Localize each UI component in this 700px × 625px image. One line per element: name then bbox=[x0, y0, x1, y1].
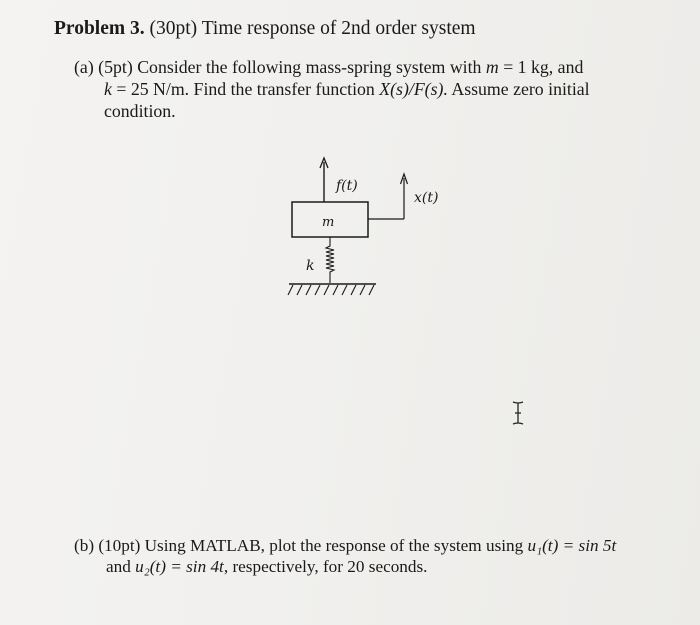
spring-constant-text: = 25 N/m. Find the transfer function bbox=[116, 79, 375, 99]
part-b-line-2 bbox=[74, 556, 664, 577]
force-label: f(t) bbox=[336, 178, 358, 194]
problem-number: Problem 3. bbox=[54, 18, 145, 39]
part-b-line-1 bbox=[74, 535, 664, 556]
displacement-label: x(t) bbox=[414, 190, 439, 206]
part-b-line-2-tail: , respectively, for 20 seconds. bbox=[223, 557, 428, 576]
displacement-arrow-icon bbox=[368, 174, 408, 219]
spring-label: k bbox=[306, 258, 315, 274]
part-a-line-1-lead: (a) (5pt) Consider the following mass-spring system with bbox=[74, 57, 482, 77]
mass-variable: m bbox=[485, 57, 499, 77]
problem-title bbox=[54, 18, 476, 40]
part-b-line-2-lead: and bbox=[106, 557, 131, 576]
mass-equals: = bbox=[503, 57, 514, 77]
part-b-text bbox=[74, 535, 664, 577]
spring-variable: k bbox=[104, 79, 112, 99]
text-cursor-icon bbox=[510, 400, 526, 426]
spring-icon bbox=[326, 237, 334, 283]
force-arrow-icon bbox=[320, 158, 328, 202]
part-a-line-1 bbox=[74, 56, 666, 78]
ground-hatch-icon bbox=[288, 284, 376, 295]
mass-value: 1 kg, and bbox=[517, 57, 584, 77]
part-a-line-2 bbox=[74, 78, 666, 100]
part-a-text bbox=[74, 56, 666, 122]
part-b-line-1-lead: (b) (10pt) Using MATLAB, plot the response of the system using bbox=[74, 536, 524, 555]
mass-label: m bbox=[322, 215, 335, 230]
problem-title-text: (30pt) Time response of 2nd order system bbox=[149, 18, 476, 39]
transfer-function: X(s)/F(s). bbox=[379, 79, 448, 99]
part-a-line-3: condition. bbox=[104, 101, 176, 121]
mass-block bbox=[292, 202, 368, 237]
input-u2: u₂(t) = sin 4t bbox=[135, 557, 224, 576]
part-a-line-2-tail: Assume zero initial bbox=[451, 79, 590, 99]
input-u1: u₁(t) = sin 5t bbox=[527, 536, 617, 555]
